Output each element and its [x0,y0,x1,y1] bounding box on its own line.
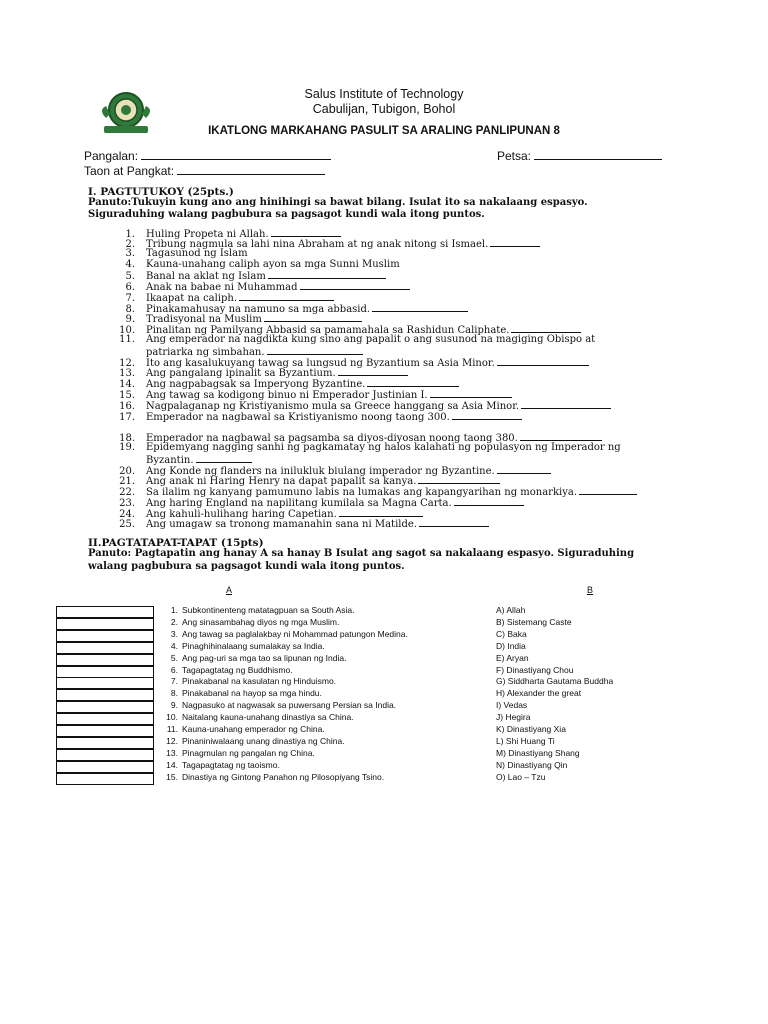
matching-row [56,749,676,760]
column-a-item: Pinaghihinalaang sumalakay sa India. [182,640,325,651]
matching-row [56,713,676,724]
column-b-item: L) Shi Huang Ti [496,735,555,746]
matching-number: 8. [170,688,178,699]
column-b-item: A) Allah [496,605,526,615]
answer-blank[interactable] [267,345,363,355]
matching-row [56,725,676,736]
matching-number: 6. [170,664,178,675]
answer-box[interactable] [56,761,154,773]
question-number: 16. [119,401,135,412]
question-item [112,517,489,530]
school-address: Cabulijan, Tubigon, Bohol [312,102,456,116]
question-text: Kauna-unahang caliph ayon sa mga Sunni Muslim [146,259,400,270]
year-section-field [84,162,325,178]
answer-box[interactable] [56,701,154,713]
question-text: Pinalitan ng Pamilyang Abbasid sa pamamahala sa Rashidun Caliphate. [146,325,510,336]
column-a-header: A [226,585,233,595]
question-number: 22. [119,487,135,498]
column-b-item: D) India [496,640,526,651]
answer-blank[interactable] [454,496,524,506]
matching-number: 15. [166,771,178,782]
name-label: Pangalan: [84,149,139,163]
answer-box[interactable] [56,725,154,737]
question-number: 9. [125,314,135,325]
question-text: Ang Konde ng flanders na inilukluk biulang imperador ng Byzantine. [146,466,495,477]
column-b-item: K) Dinastiyang Xia [496,724,566,734]
exam-title: IKATLONG MARKAHANG PASULIT SA ARALING PANLIPUNAN 8 [208,125,560,137]
answer-blank[interactable] [497,464,551,474]
question-text: Ito ang kasalukuyang tawag sa lungsud ng Byzantium sa Asia Minor. [146,358,495,369]
question-number: 23. [119,498,135,509]
column-a-item: Naitalang kauna-unahang dinastiya sa China. [182,712,354,723]
matching-row [56,654,676,665]
answer-blank[interactable] [196,453,252,463]
column-b-item: G) Siddharta Gautama Buddha [496,676,614,687]
question-text: Tagasunod ng Islam [146,248,248,259]
answer-box[interactable] [56,606,154,618]
answer-blank[interactable] [419,517,489,527]
column-b-item: H) Alexander the great [496,688,582,699]
matching-number: 4. [170,640,178,651]
matching-number: 1. [170,605,178,615]
matching-number: 7. [170,676,178,687]
question-text: Emperador na nagbawal sa pagsamba sa diyos-diyosan noong taong 380. [146,433,518,444]
answer-blank[interactable] [490,237,540,247]
part1-title: I. PAGTUTUKOY (25pts.) [88,186,234,198]
part2-title: II.PAGTATAPAT-TAPAT (15pts) [88,537,264,549]
matching-row [56,606,676,617]
column-b-item: J) Hegira [496,712,531,723]
question-number: 1. [125,229,135,240]
question-text: Huling Propeta ni Allah. [146,229,269,240]
answer-box[interactable] [56,773,154,785]
question-text: Banal na aklat ng Islam [146,271,266,282]
part2-instruction-2: walang pagbubura sa pagsagot kundi wala itong puntos. [88,561,405,572]
name-field [84,147,331,163]
question-item [112,442,621,466]
question-number: 13. [119,368,135,379]
column-b-item: M) Dinastiyang Shang [496,747,580,758]
question-text: Tradisyonal na Muslim [146,314,262,325]
question-text: Ang anak ni Haring Henry na dapat papalit sa kanya. [146,476,417,487]
name-blank[interactable] [141,147,331,160]
question-number: 18. [119,433,135,444]
question-number: 20. [119,466,135,477]
matching-number: 3. [170,628,178,639]
column-b-item: N) Dinastiyang Qin [496,759,568,770]
answer-box[interactable] [56,737,154,749]
question-text: Ang umagaw sa tronong mamanahin sana ni Matilde. [146,519,417,530]
answer-blank[interactable] [338,366,408,376]
column-b-item: B) Sistemang Caste [496,616,572,627]
question-number: 10. [119,325,135,336]
question-text: Ang tawag sa kodigong binuo ni Emperador Justinian I. [146,390,428,401]
date-field [497,147,662,163]
part1-instruction-2: Siguraduhing walang pagbubura sa pagsagot kundi wala itong puntos. [88,209,485,220]
answer-blank[interactable] [268,269,386,279]
question-number: 11. [119,334,135,345]
column-a-item: Kauna-unahang emperador ng China. [182,724,325,734]
question-number: 19. [119,442,135,453]
answer-blank[interactable] [372,302,468,312]
matching-row [56,677,676,688]
question-text-continued: patriarka ng simbahan. [146,347,265,358]
answer-blank[interactable] [339,507,423,517]
column-a-item: Dinastiya ng Gintong Panahon ng Pilosopiyang Tsino. [182,771,385,782]
question-number: 6. [125,282,135,293]
column-b-item: E) Aryan [496,652,529,663]
date-label: Petsa: [497,149,532,163]
question-number: 15. [119,390,135,401]
matching-row [56,630,676,641]
question-number: 8. [125,304,135,315]
column-a-item: Subkontinenteng matatagpuan sa South Asia. [182,605,355,615]
question-number: 2. [125,239,135,250]
matching-row [56,701,676,712]
question-number: 3. [125,248,135,259]
school-name: Salus Institute of Technology [304,87,464,101]
matching-number: 10. [166,712,178,723]
question-text: Ang kahuli-hulihang haring Capetian. [146,509,337,520]
answer-blank[interactable] [367,377,459,387]
answer-blank[interactable] [511,323,581,333]
column-a-item: Tagapagtatag ng taoismo. [182,759,280,770]
matching-row [56,773,676,784]
answer-blank[interactable] [418,474,500,484]
answer-blank[interactable] [239,291,334,301]
column-a-item: Nagpasuko at nagwasak sa puwersang Persian sa India. [182,700,397,711]
answer-blank[interactable] [497,356,589,366]
answer-blank[interactable] [271,227,341,237]
matching-row [56,737,676,748]
answer-box[interactable] [56,677,154,689]
question-text: Ang haring England na napilitang kumilala sa Magna Carta. [146,498,452,509]
column-a-item: Tagapagtatag ng Buddhismo. [182,664,293,675]
column-a-item: Pinagmulan ng pangalan ng China. [182,747,315,758]
matching-row [56,666,676,677]
question-number: 4. [125,259,135,270]
question-text-continued: Byzantin. [146,455,194,466]
answer-box[interactable] [56,749,154,761]
answer-box[interactable] [56,713,154,725]
question-text: Pinakamahusay na namuno sa mga abbasid. [146,304,371,315]
answer-box[interactable] [56,666,154,678]
question-text: Sa ilalim ng kanyang pamumuno labis na lumakas ang kapangyarihan ng monarkiya. [146,487,578,498]
question-text: Ang pangalang ipinalit sa Byzantium. [146,368,336,379]
part2-instruction-1: Panuto: Pagtapatin ang hanay A sa hanay B Isulat ang sagot sa nakalaang espasyo. Siguraduhing [88,548,635,559]
question-text: Epidemyang nagging sanhi ng pagkamatay ng halos kalahati ng populasyon ng Imperador ng [146,442,621,453]
answer-blank[interactable] [452,410,522,420]
question-number: 17. [119,412,135,423]
question-text: Ang emperador na nagdikta kung sino ang papalit o ang susunod na magiging Obispo at [146,334,596,345]
column-b-item: O) Lao – Tzu [496,771,546,782]
answer-blank[interactable] [520,431,602,441]
matching-number: 11. [166,724,178,734]
answer-blank[interactable] [300,280,410,290]
answer-box[interactable] [56,630,154,642]
answer-blank[interactable] [521,399,611,409]
answer-box[interactable] [56,618,154,630]
matching-number: 14. [166,759,178,770]
question-number: 25. [119,519,135,530]
year-section-label: Taon at Pangkat: [84,164,175,178]
question-item [112,410,522,423]
matching-number: 5. [170,652,178,663]
question-number: 24. [119,509,135,520]
date-blank[interactable] [534,147,662,160]
matching-number: 12. [166,735,178,746]
question-text: Nagpalaganap ng Kristiyanismo mula sa Greece hanggang sa Asia Minor. [146,401,520,412]
question-item [112,248,248,259]
answer-blank[interactable] [430,388,512,398]
column-a-item: Ang sinasambahag diyos ng mga Muslim. [182,616,340,627]
question-text: Emperador na nagbawal sa Kristiyanismo noong taong 300. [146,412,450,423]
column-b-item: F) Dinastiyang Chou [496,664,574,675]
question-number: 12. [119,358,135,369]
column-b-header: B [587,585,594,595]
column-a-item: Pinakabanal na hayop sa mga hindu. [182,688,322,699]
question-text: Ang nagpabagsak sa Imperyong Byzantine. [146,379,366,390]
question-number: 7. [125,293,135,304]
question-text: Tribung nagmula sa lahi nina Abraham at ng anak nitong si Ismael. [146,239,489,250]
matching-row [56,689,676,700]
year-section-blank[interactable] [177,162,325,175]
question-item [112,334,595,358]
column-a-item: Pinaniniwalaang unang dinastiya ng China. [182,735,345,746]
matching-number: 9. [170,700,178,711]
answer-blank[interactable] [264,312,362,322]
column-b-item: I) Vedas [496,700,528,711]
matching-row [56,761,676,772]
column-a-item: Ang tawag sa paglalakbay ni Mohammad patungon Medina. [182,628,408,639]
column-a-item: Pinakabanal na kasulatan ng Hinduismo. [182,676,337,687]
question-number: 14. [119,379,135,390]
question-text: Ikaapat na caliph. [146,293,238,304]
question-number: 21. [119,476,135,487]
answer-box[interactable] [56,642,154,654]
column-b-item: C) Baka [496,628,527,639]
matching-row [56,642,676,653]
answer-box[interactable] [56,654,154,666]
matching-number: 13. [166,747,178,758]
matching-row [56,618,676,629]
part1-instruction-1: Panuto:Tukuyin kung ano ang hinihingi sa bawat bilang. Isulat ito sa nakalaang espasyo. [88,197,588,208]
answer-blank[interactable] [579,485,637,495]
column-a-item: Ang pag-uri sa mga tao sa lipunan ng India. [182,652,347,663]
matching-number: 2. [170,616,178,627]
question-text: Anak na babae ni Muhammad [146,282,298,293]
question-number: 5. [125,271,135,282]
answer-box[interactable] [56,689,154,701]
